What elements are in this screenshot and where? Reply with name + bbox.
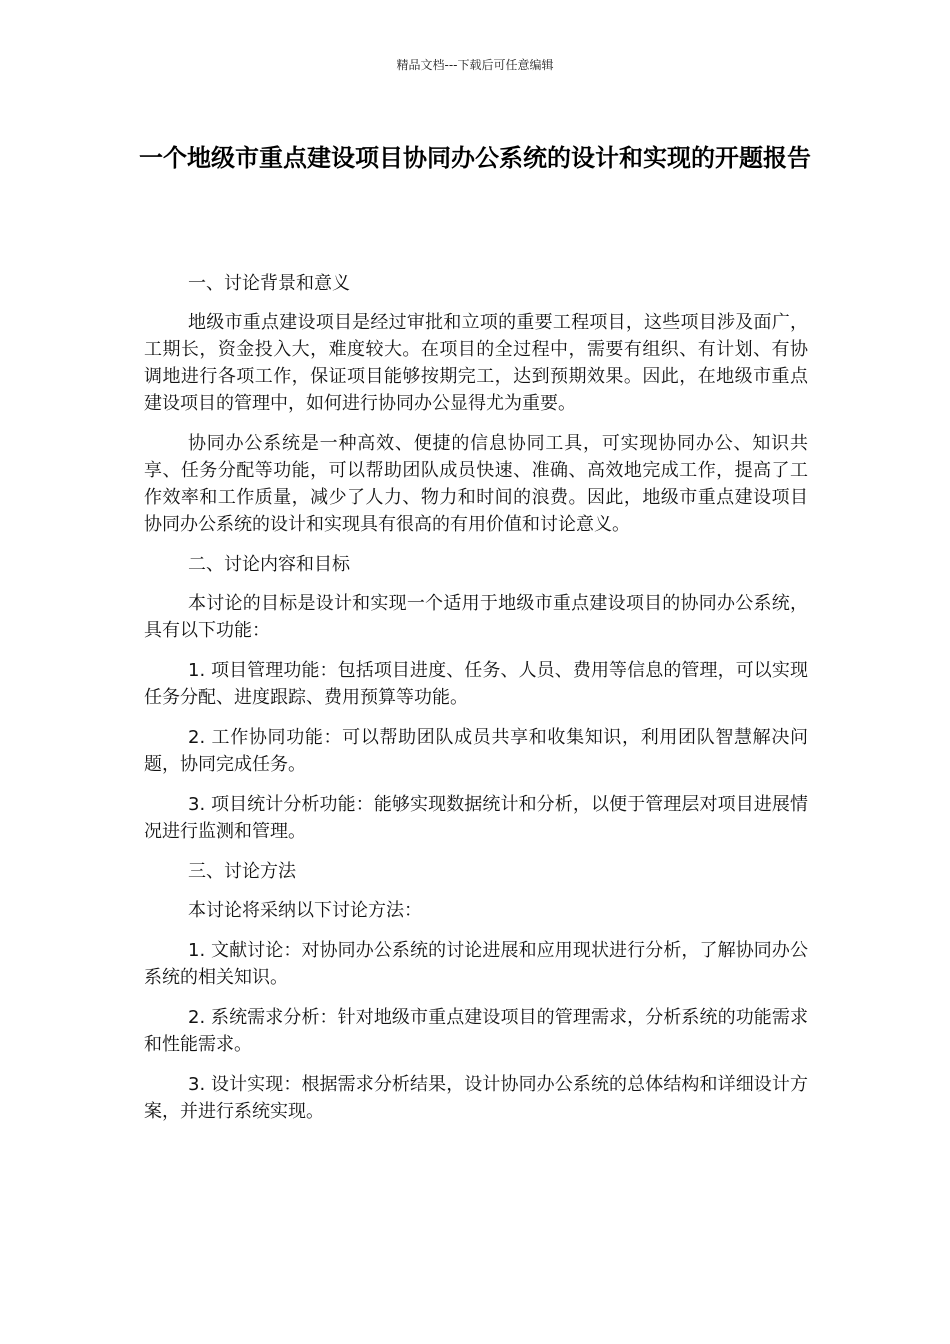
document-body <box>144 270 808 1138</box>
page-header: 精品文档---下载后可任意编辑 <box>396 58 554 72</box>
paragraph-methods-intro: 本讨论将采纳以下讨论方法： <box>188 900 422 921</box>
section-heading-methods: 三、讨论方法 <box>188 861 296 882</box>
section-heading-content: 二、讨论内容和目标 <box>188 554 350 575</box>
list-item-requirements-analysis: 2. 系统需求分析：针对地级市重点建设项目的管理需求，分析系统的功能需求和性能需求。 <box>144 1007 808 1055</box>
list-item-literature-review: 1. 文献讨论：对协同办公系统的讨论进展和应用现状进行分析，了解协同办公系统的相关知识。 <box>144 940 808 988</box>
paragraph-background-1: 地级市重点建设项目是经过审批和立项的重要工程项目，这些项目涉及面广，工期长，资金投入大，难度较大。在项目的全过程中，需要有组织、有计划、有协调地进行各项工作，保证项目能够按期完工，达到预期效果。因此，在地级市重点建设项目的管理中，如何进行协同办公显得尤为重要。 <box>144 312 808 414</box>
list-item-design-implementation: 3. 设计实现：根据需求分析结果，设计协同办公系统的总体结构和详细设计方案，并进行系统实现。 <box>144 1074 808 1122</box>
paragraph-background-2: 协同办公系统是一种高效、便捷的信息协同工具，可实现协同办公、知识共享、任务分配等功能，可以帮助团队成员快速、准确、高效地完成工作，提高了工作效率和工作质量，减少了人力、物力和时间的浪费。因此，地级市重点建设项目协同办公系统的设计和实现具有很高的有用价值和讨论意义。 <box>144 433 808 535</box>
section-heading-background: 一、讨论背景和意义 <box>188 273 350 294</box>
list-item-statistics-analysis: 3. 项目统计分析功能：能够实现数据统计和分析，以便于管理层对项目进展情况进行监测和管理。 <box>144 794 808 842</box>
list-item-project-management: 1. 项目管理功能：包括项目进度、任务、人员、费用等信息的管理，可以实现任务分配、进度跟踪、费用预算等功能。 <box>144 660 808 708</box>
list-item-work-collaboration: 2. 工作协同功能：可以帮助团队成员共享和收集知识，利用团队智慧解决问题，协同完成任务。 <box>144 727 808 775</box>
document-title: 一个地级市重点建设项目协同办公系统的设计和实现的开题报告 <box>139 144 811 172</box>
paragraph-content-intro: 本讨论的目标是设计和实现一个适用于地级市重点建设项目的协同办公系统，具有以下功能： <box>144 593 808 641</box>
